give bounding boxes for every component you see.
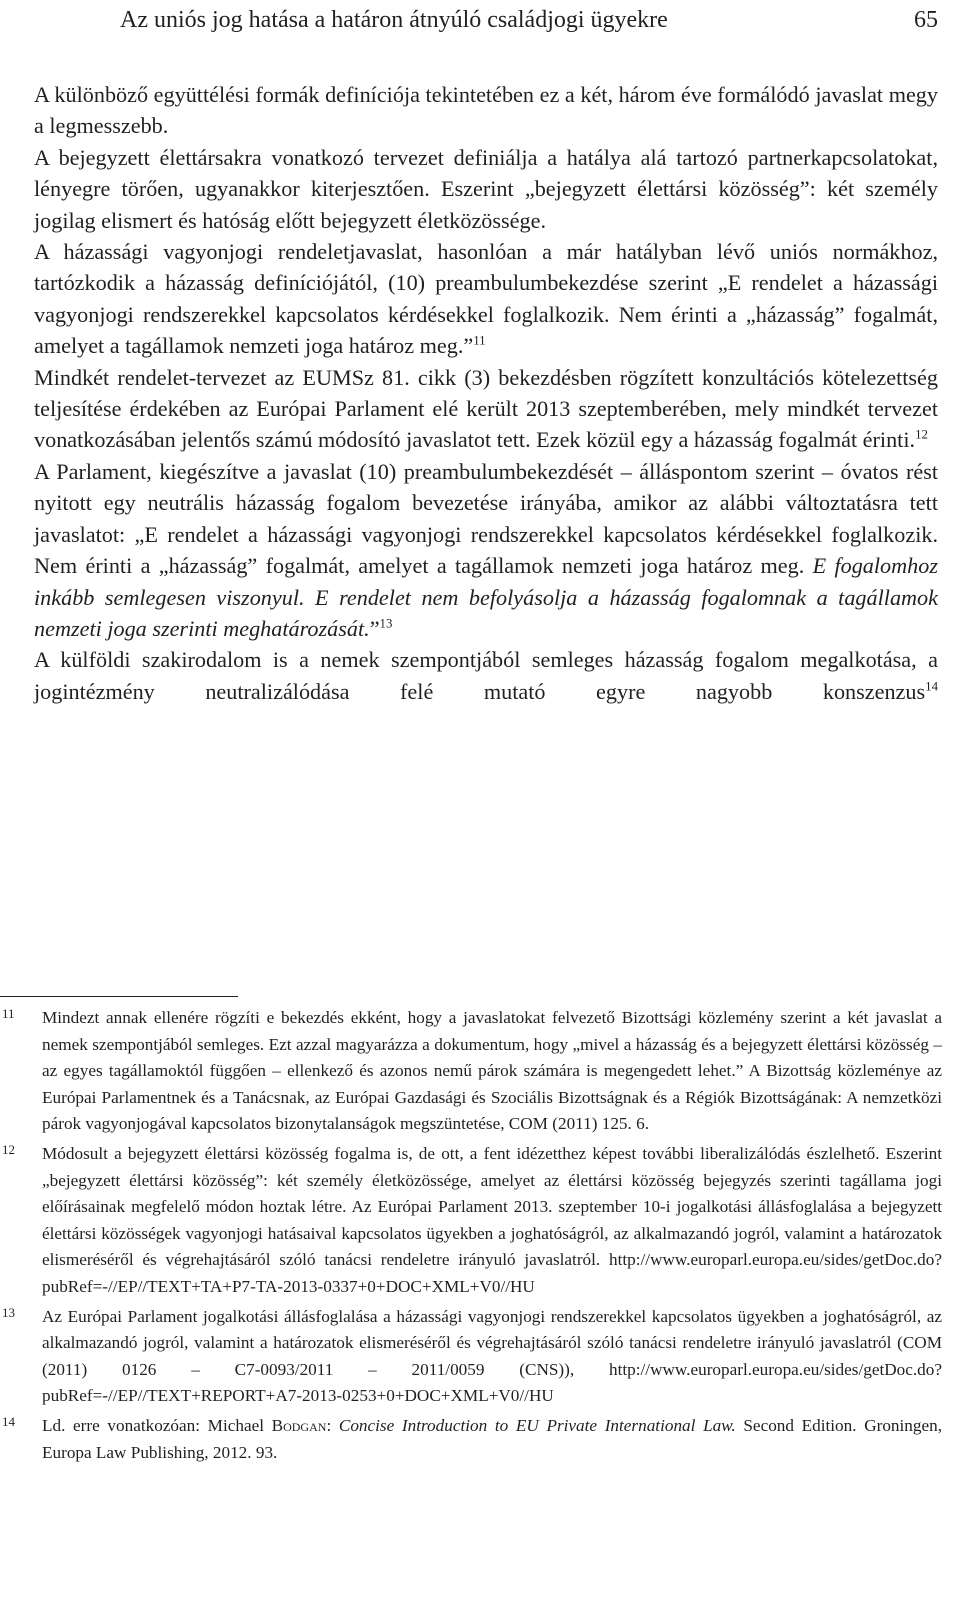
paragraph-1: A különböző együttélési formák definíciója tekintetében ez a két, három éve formálódó javaslat megy a legmesszebb. [34, 82, 938, 139]
footnote-number: 12 [2, 1141, 15, 1157]
book-title: Concise Introduction to EU Private International Law. [338, 1415, 736, 1435]
page-number: 65 [914, 7, 938, 33]
footnote-11 [0, 1005, 942, 1138]
footnote-separator [0, 996, 238, 997]
paragraph-2: A bejegyzett élettársakra vonatkozó tervezet definiálja a hatálya alá tartozó partnerkapcsolatokat, lényegre törően, ugyanakkor kiterjesztően. Eszerint „bejegyzett élettársi közösség”: két személy jogilag elismert és hatóság előtt bejegyzett életközössége. [34, 144, 938, 233]
footnote-text: Mindezt annak ellenére rögzíti e bekezdés ekként, hogy a javaslatokat felvezető Bizottsági közlemény szerint a két javaslat a nemek szempontjából semleges. Ezt azzal magyarázza a dokumentum, hogy „mivel a házasság és a bejegyzett élettársi közösség – az egyes tagállamoktól függően – ellenkező és azonos nemű párok számára is megengedett lehet.” A Bizottság közleménye az Európai Parlamentnek és a Tanácsnak, az Európai Gazdasági és Szociális Bizottságnak és a Régiók Bizottságának: A nemzetközi párok vagyonjogával kapcsolatos bizonytalanságok megszüntetése, COM (2011) 125. 6. [42, 1008, 942, 1134]
footnote-number: 14 [2, 1413, 15, 1429]
main-text [34, 79, 938, 707]
footnote-ref-11[interactable]: 11 [473, 333, 486, 348]
paragraph-5-text: A Parlament, kiegészítve a javaslat (10) preambulumbekezdését – álláspontom szerint – óvatos rést nyitott egy neutrális házasság fogalom bevezetése irányába, amikor az alábbi változtatásra tett javaslatot: „E rendelet a házassági vagyonjogi rendszerekkel kapcsolatos kérdésekkel foglalkozik. Nem érinti a „házasság” fogalmát, amelyet a tagállamok nemzeti joga határoz meg. [34, 458, 938, 579]
paragraph-4 [34, 362, 938, 456]
paragraph-4-text: Mindkét rendelet-tervezet az EUMSz 81. cikk (3) bekezdésben rögzített konzultációs kötelezettség teljesítése érdekében az Európai Parlament elé került 2013 szeptemberében, mely mindkét tervezet vonatkozásában jelentős számú módosító javaslatot tett. Ezek közül egy a házasság fogalmát érinti. [34, 364, 938, 453]
paragraph-3-text: A házassági vagyonjogi rendeletjavaslat, hasonlóan a már hatályban lévő uniós normákhoz, tartózkodik a házasság definíciójától, (10) preambulumbekezdése szerint „E rendelet a házassági vagyonjogi rendszerekkel kapcsolatos kérdésekkel foglalkozik. Nem érinti a „házasság” fogalmát, amelyet a tagállamok nemzeti joga határoz meg.” [34, 239, 938, 359]
paragraph-6 [34, 644, 938, 707]
footnote-text: Módosult a bejegyzett élettársi közösség fogalma is, de ott, a fent idézetthez képest további liberalizálódás észlelhető. Eszerint „bejegyzett élettársi közösség”: két személy életközössége, amelyet az élettársi közösség bejegyzés szerinti tagállama jogi előírásainak megfelelő módon hoztak létre. Az Európai Parlament 2013. szeptember 10-i jogalkotási állásfoglalása a bejegyzett élettársi közösségek vagyonjogi hatásaival kapcsolatos ügyekben a joghatóságról, az alkalmazandó jogról, valamint a határozatok elismeréséről és végrehajtásáról szóló tanácsi rendeletre irányuló javaslatról. http://www.europarl.europa.eu/sides/getDoc.do?pubRef=-//EP//TEXT+TA+P7-TA-2013-0337+0+DOC+XML+V0//HU [42, 1143, 942, 1296]
author-name: Bodgan [271, 1415, 327, 1435]
paragraph-5-italic: E fogalomhoz inkább semlegesen viszonyul. E rendelet nem befolyásolja a házasság fogalomnak a tagállamok nemzeti joga szerinti meghatározását. [34, 553, 938, 641]
paragraph-5-close-quote: ” [369, 615, 380, 641]
footnotes [0, 1005, 942, 1469]
paragraph-3 [34, 236, 938, 362]
footnote-number: 11 [2, 1006, 15, 1021]
footnote-14 [0, 1413, 942, 1466]
footnote-text-colon: : [326, 1415, 339, 1435]
chapter-title: Az uniós jog hatása a határon átnyúló családjogi ügyekre [120, 7, 668, 33]
paragraph-5 [34, 456, 938, 644]
footnote-ref-12[interactable]: 12 [915, 428, 928, 443]
footnote-13 [0, 1304, 942, 1410]
footnote-number: 13 [2, 1304, 15, 1320]
footnote-12 [0, 1141, 942, 1301]
paragraph-6-text: A külföldi szakirodalom is a nemek szempontjából semleges házasság fogalom megalkotása, a jogintézmény neutralizálódása felé mutató egyre nagyobb konszenzus [34, 647, 938, 704]
running-header [120, 4, 938, 36]
footnote-text: Az Európai Parlament jogalkotási állásfoglalása a házassági vagyonjogi rendszerekkel kapcsolatos ügyekben a joghatóságról, az alkalmazandó jogról, valamint a határozatok elismeréséről és végrehajtásáról szóló tanácsi rendeletre irányuló javaslatról (COM (2011) 0126 – C7-0093/2011 – 2011/0059 (CNS)), http://www.europarl.europa.eu/sides/getDoc.do?pubRef=-//EP//TEXT+REPORT+A7-2013-0253+0+DOC+XML+V0//HU [42, 1306, 942, 1406]
footnote-ref-14[interactable]: 14 [925, 679, 938, 694]
footnote-text: Ld. erre vonatkozóan: Michael [42, 1415, 272, 1435]
footnote-text-publisher: Second Edition. Groningen, Europa Law Publishing, 2012. 93. [42, 1415, 943, 1462]
footnote-ref-13[interactable]: 13 [379, 616, 393, 631]
